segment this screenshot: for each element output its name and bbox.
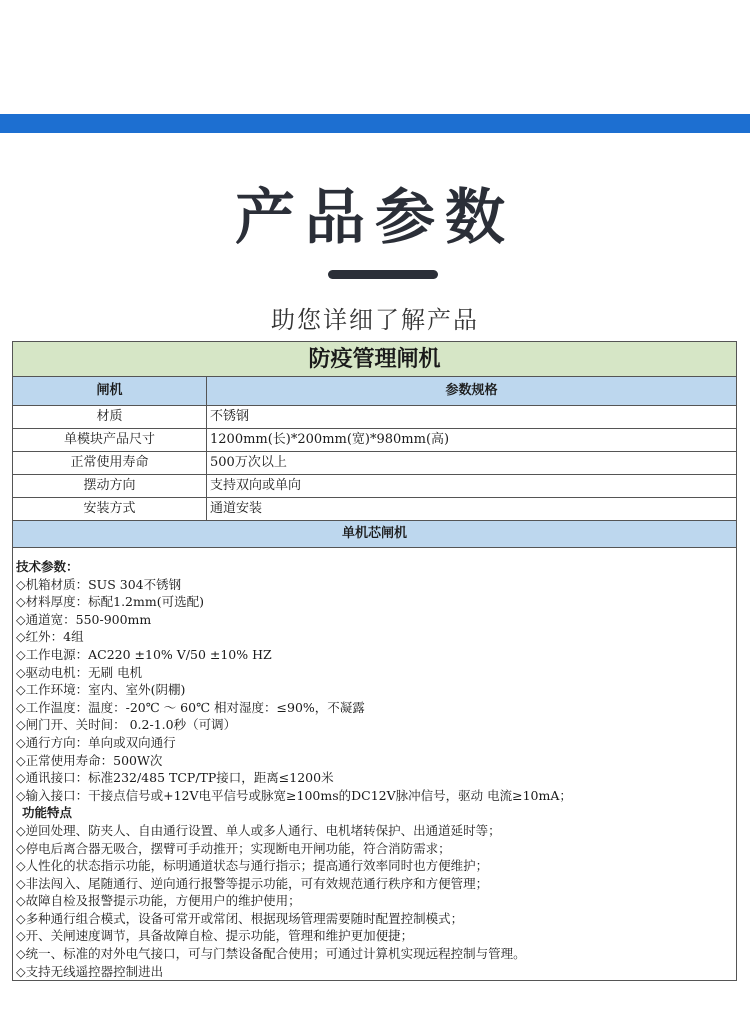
list-item: ◇通讯接口：标准232/485 TCP/TP接口，距离≤1200米 (16, 770, 334, 786)
row-value: 不锈钢 (207, 406, 737, 429)
page-subtitle: 助您详细了解产品 (271, 306, 479, 334)
row-value: 500万次以上 (207, 452, 737, 475)
row-label: 安装方式 (13, 498, 207, 521)
row-label: 摆动方向 (13, 475, 207, 498)
tech-list (16, 576, 733, 805)
section-header-row (13, 521, 737, 548)
row-value: 1200mm(长)*200mm(宽)*980mm(高) (207, 429, 737, 452)
table-title-row (13, 342, 737, 377)
row-label: 正常使用寿命 (13, 452, 207, 475)
spec-table (12, 341, 737, 981)
top-accent-bar (0, 114, 750, 133)
column-header-item: 闸机 (13, 377, 207, 406)
list-item: ◇故障自检及报警提示功能，方便用户的维护使用； (16, 893, 301, 909)
list-item: ◇机箱材质：SUS 304不锈钢 (16, 576, 182, 592)
list-item: ◇通道宽：550-900mm (16, 611, 152, 627)
list-item: ◇非法闯入、尾随通行、逆向通行报警等提示功能，可有效规范通行秩序和方便管理； (16, 875, 489, 891)
row-label: 单模块产品尺寸 (13, 429, 207, 452)
table-row (13, 429, 737, 452)
list-item: ◇输入接口：干接点信号或+12V电平信号或脉宽≥100ms的DC12V脉冲信号，驱动 电流≥10mA； (16, 787, 572, 803)
list-item: ◇材料厚度：标配1.2mm(可选配) (16, 594, 204, 610)
list-item: ◇统一、标准的对外电气接口，可与门禁设备配合使用；可通过计算机实现远程控制与管理。 (16, 946, 526, 962)
title-divider (328, 270, 438, 279)
tech-heading: 技术参数： (16, 559, 79, 574)
list-item: ◇支持无线遥控器控制进出 (16, 963, 164, 979)
list-item: ◇多种通行组合模式，设备可常开或常闭、根据现场管理需要随时配置控制模式； (16, 910, 464, 926)
table-title: 防疫管理闸机 (13, 342, 737, 377)
page-title: 产品参数 (235, 183, 515, 253)
list-item: ◇红外：4组 (16, 629, 84, 645)
table-header-row (13, 377, 737, 406)
table-row (13, 498, 737, 521)
list-item: ◇通行方向：单向或双向通行 (16, 734, 176, 750)
list-item: ◇停电后离合器无吸合，摆臂可手动推开；实现断电开闸功能，符合消防需求； (16, 840, 451, 856)
list-item: ◇闸门开、关时间： 0.2-1.0秒（可调） (16, 717, 237, 733)
column-header-spec: 参数规格 (207, 377, 737, 406)
feature-heading: 功能特点 (22, 805, 73, 821)
list-item: ◇工作温度：温度：-20℃ ～ 60℃ 相对湿度：≤90%，不凝露 (16, 699, 365, 715)
table-row (13, 406, 737, 429)
list-item: ◇逆回处理、防夹人、自由通行设置、单人或多人通行、电机堵转保护、出通道延时等； (16, 822, 501, 838)
list-item: ◇人性化的状态指示功能，标明通道状态与通行指示；提高通行效率同时也方便维护； (16, 858, 489, 874)
list-item: ◇工作电源：AC220 ±10% V/50 ±10% HZ (16, 646, 272, 662)
feature-list (16, 822, 733, 980)
details-row (13, 548, 737, 981)
row-value: 通道安装 (207, 498, 737, 521)
details-cell (13, 548, 737, 981)
list-item: ◇正常使用寿命：500W次 (16, 752, 163, 768)
table-row (13, 475, 737, 498)
list-item: ◇工作环境：室内、室外(阴棚) (16, 682, 186, 698)
row-label: 材质 (13, 406, 207, 429)
list-item: ◇驱动电机：无刷 电机 (16, 664, 143, 680)
section-title: 单机芯闸机 (13, 521, 737, 548)
row-value: 支持双向或单向 (207, 475, 737, 498)
list-item: ◇开、关闸速度调节，具备故障自检、提示功能，管理和维护更加便捷； (16, 928, 414, 944)
table-row (13, 452, 737, 475)
